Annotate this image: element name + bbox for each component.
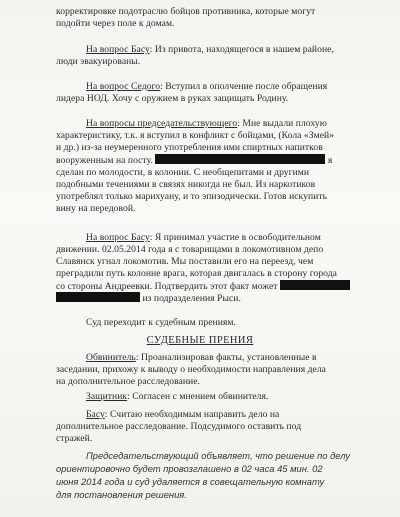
paragraph-line: стражей.: [56, 433, 93, 444]
defender-statement: [86, 391, 400, 403]
question-label: На вопрос Басу: [86, 232, 150, 243]
paragraph-line: преградили путь колонне врага, которая двигалась в сторону города: [56, 268, 337, 279]
statement-text: : Считаю необходимым направить дело на: [104, 409, 280, 420]
transition-line: Суд переходит к судебным прениям.: [86, 317, 236, 328]
question-label: На вопрос Седого: [86, 81, 161, 92]
paragraph-line: подобными течениями в связях никогда не был. Из наркотиков: [56, 179, 316, 190]
paragraph-text: вооруженным на посту.: [56, 155, 153, 166]
paragraph-line: корректировке подотраслю бойцов противника, которые могут: [56, 6, 316, 17]
paragraph-line: характеристику, т.к. я вступил в конфликт с бойцами, (Кола «Змей»: [56, 130, 335, 141]
answer-text: : Из привота, находящегося в нашем районе,: [149, 44, 334, 55]
paragraph-line: сделан по молодости, в колонии. С необщепитами и другими: [56, 167, 310, 178]
paragraph-line: люди эвакуированы.: [56, 56, 141, 67]
closing-line: для постановления решения.: [56, 489, 187, 500]
paragraph-line: [56, 154, 400, 167]
paragraph-line: и др.) из-за неумеренного употребления ими спиртных напитков: [56, 142, 323, 153]
paragraph-line: движении. 02.05.2014 года я с товарищами в локомотивном депо: [56, 244, 324, 255]
paragraph-line: употреблял только марихуану, и то эпизодически. Готов искупить: [56, 191, 328, 202]
statement-text: : Проанализировав факты, установленные в: [135, 352, 317, 363]
closing-line: Председательствующий объявляет, что решение по делу: [86, 450, 351, 461]
paragraph-line: подойти через поле к домам.: [56, 18, 175, 29]
closing-line: ориентировочно будет провозглашено в 02 часа 45 мин. 02: [56, 463, 323, 474]
question-label: На вопросы председательствующего: [86, 118, 238, 129]
paragraph-text: из подразделения Рыси.: [142, 293, 241, 304]
paragraph-line: заседании, прихожу к выводу о необходимости направления дела: [56, 364, 326, 375]
statement-text: : Согласен с мнением обвинителя.: [127, 391, 269, 402]
paragraph-line: [56, 292, 400, 305]
speaker-label: Обвинитель: [86, 352, 136, 363]
prosecutor-statement: [86, 352, 400, 364]
answer-text: : Мне выдали плохую: [237, 118, 327, 129]
paragraph-line: на дополнительное расследование.: [56, 376, 201, 387]
answer-text: : Вступил в ополчение после обращения: [160, 81, 328, 92]
paragraph-text: я: [327, 155, 333, 166]
redaction-bar: [56, 292, 140, 302]
answer-sedoy: [86, 81, 400, 93]
paragraph-text: со стороны Андреевки. Подтвердить этот факт может: [56, 281, 278, 292]
section-heading: СУДЕБНЫЕ ПРЕНИЯ: [146, 335, 254, 346]
answer-text: : Я принимал участие в освободительном: [149, 232, 321, 243]
answer-presiding: [86, 118, 400, 130]
paragraph-line: дополнительное расследование. Подсудимого оставить под: [56, 421, 302, 432]
speaker-label: Басу: [86, 409, 105, 420]
closing-line: июня 2014 года и суд удаляется в совещательную комнату: [56, 476, 325, 487]
redaction-bar: [280, 280, 350, 290]
paragraph-line: лидера НОД. Хочу с оружием в руках защищать Родину.: [56, 93, 289, 104]
paragraph-line: Славянск угнал локомотив. Мы поставили его на переезд, чем: [56, 256, 314, 267]
speaker-label: Защитник: [86, 391, 128, 402]
basu-statement: [86, 409, 400, 421]
answer-basu-2: [86, 232, 400, 244]
question-label: На вопрос Басу: [86, 44, 150, 55]
paragraph-line: [56, 280, 400, 293]
redaction-bar: [155, 154, 325, 164]
paragraph-line: вину на передовой.: [56, 203, 136, 214]
answer-basu-1: [86, 44, 400, 56]
